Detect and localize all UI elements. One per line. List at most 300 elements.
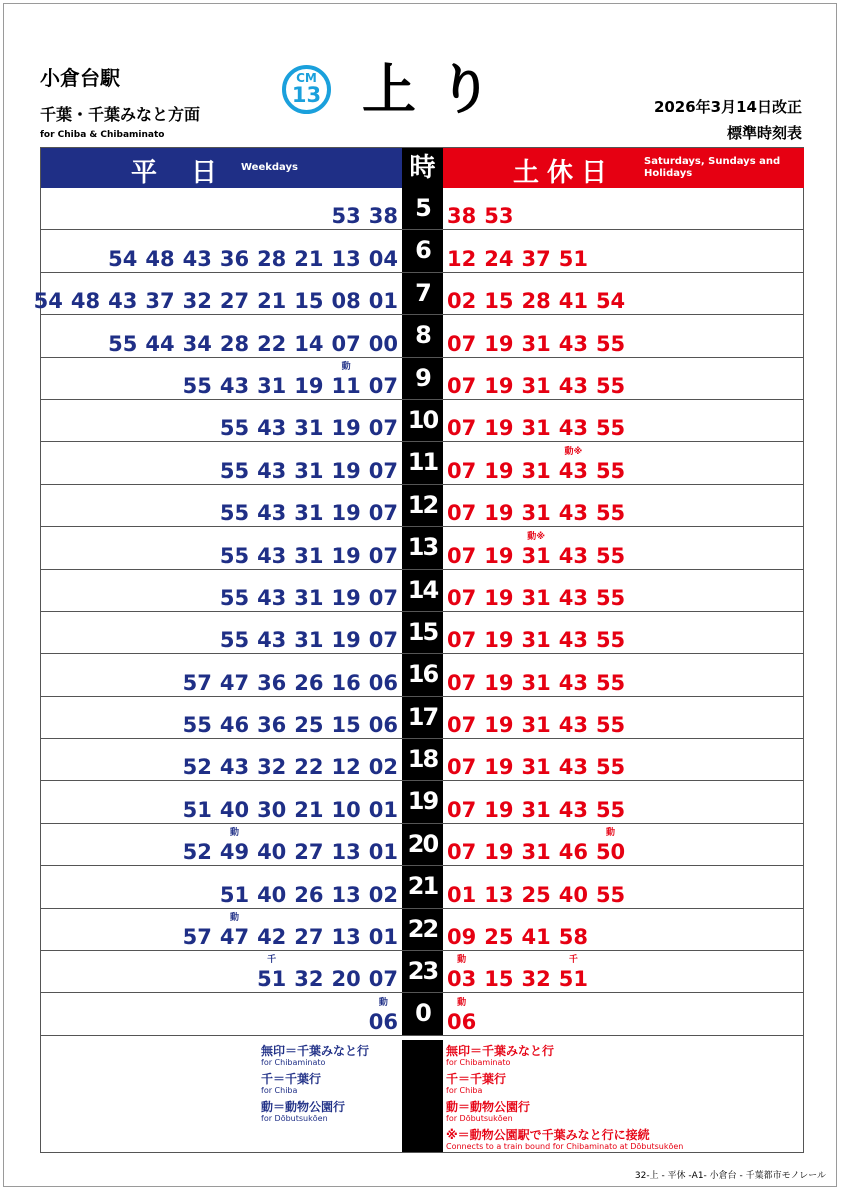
departure-minute: 55 [595,882,626,907]
departure-minute: 43 [558,501,588,526]
departure-minute: 19 [294,373,324,398]
departure-minute: 55 [595,543,626,568]
departure-minute: 19 [484,458,514,483]
departure-minute: 41 [521,925,551,950]
departure-minute: 55 [595,585,626,610]
departure-minute: 28 [219,331,250,356]
departure-minute: 07 [447,458,477,483]
departure-minute: 55 [595,501,626,526]
departure-minute: 52 [182,755,212,780]
departure-minute: 21 [294,246,324,271]
timetable-type: 標準時刻表 [726,124,802,142]
hour-cell: 7 [402,273,443,314]
hour-cell: 22 [402,909,443,950]
departure-minute: 38 [447,204,477,229]
holiday-minutes [447,531,626,568]
holiday-minutes [447,247,588,271]
weekday-minutes [220,459,398,483]
holiday-minutes [447,586,625,610]
holiday-legend [446,1044,683,1156]
departure-minute: 32 [521,967,551,992]
departure-minute: 31 [521,501,551,526]
departure-minute: 19 [484,713,514,738]
departure-minute: 36 [257,713,287,738]
holiday-header-jp: 土休日 [513,158,616,188]
departure-minute: 55 [595,416,626,441]
departure-minute: 43 [257,458,287,483]
departure-minute: 15 [484,289,514,314]
departure-minute: 43 動※ [558,446,588,483]
departure-minute: 43 [257,543,287,568]
departure-minute: 55 [595,670,626,695]
hour-cell: 13 [402,527,443,568]
hour-cell: 6 [402,230,443,271]
departure-minute: 43 [558,543,588,568]
timetable-row [41,315,803,357]
destination-mark: 動 [341,361,351,372]
departure-minute: 07 [447,501,477,526]
weekday-minutes [220,501,398,525]
direction-en: for Chiba & Chibaminato [40,130,165,140]
weekday-minutes [182,913,398,950]
departure-minute: 27 [294,840,324,865]
departure-minute: 55 [219,543,250,568]
weekday-legend-item: 動＝動物公園行 for Dōbutsukōen [261,1100,346,1123]
departure-minute: 19 [484,840,514,865]
holiday-minutes [447,798,625,822]
weekday-minutes [108,332,398,356]
departure-minute: 31 [521,840,551,865]
departure-minute: 31 動※ [521,531,551,568]
departure-minute: 13 [331,925,361,950]
departure-minute: 51 千 [257,955,287,992]
timetable-row [41,781,803,823]
departure-minute: 15 [294,289,324,314]
departure-minute: 06 [368,713,398,738]
departure-minute: 31 [294,585,324,610]
weekday-minutes [220,883,398,907]
departure-minute: 09 [447,925,477,950]
weekday-header-en: Weekdays [241,162,298,173]
departure-minute: 25 [294,713,324,738]
departure-minute: 43 [257,585,287,610]
departure-minute: 07 [447,670,477,695]
departure-minute: 43 [558,628,588,653]
departure-minute: 43 [257,416,287,441]
weekday-minutes [108,247,398,271]
departure-minute: 01 [368,925,398,950]
weekday-minutes [368,997,398,1034]
hour-cell: 15 [402,612,443,653]
hour-cell: 12 [402,485,443,526]
holiday-minutes [447,446,626,483]
station-number: 13 [291,83,322,107]
timetable-row [41,824,803,866]
departure-minute: 43 [558,585,588,610]
departure-minute: 55 [595,797,626,822]
departure-minute: 26 [294,882,324,907]
departure-minute: 03 動 [447,955,477,992]
timetable-row [41,230,803,272]
departure-minute: 19 [331,501,361,526]
departure-minute: 07 [447,585,477,610]
departure-minute: 53 [331,204,361,229]
departure-minute: 07 [368,585,398,610]
departure-minute: 07 [368,373,398,398]
departure-minute: 55 [595,331,626,356]
departure-minute: 21 [294,797,324,822]
departure-minute: 19 [484,585,514,610]
departure-minute: 55 [219,585,250,610]
departure-minute: 08 [331,289,361,314]
departure-minute: 40 [257,840,287,865]
weekday-legend-item: 千＝千葉行 for Chiba [261,1072,322,1095]
hour-cell: 9 [402,358,443,399]
departure-minute: 40 [219,797,250,822]
departure-minute: 43 [558,373,588,398]
hour-cell: 16 [402,654,443,695]
departure-minute: 19 [331,543,361,568]
destination-mark: 動 [606,828,616,839]
departure-minute: 27 [219,289,250,314]
destination-mark: 動※ [527,531,545,542]
hour-cell: 11 [402,442,443,483]
timetable-row [41,442,803,484]
hour-cell: 21 [402,866,443,907]
departure-minute: 32 [182,289,212,314]
departure-minute: 07 [331,331,361,356]
weekday-minutes [34,289,398,313]
departure-minute: 19 [484,797,514,822]
departure-minute: 43 [558,331,588,356]
departure-minute: 06 動 [368,997,398,1034]
station-number-badge [282,65,331,114]
legend-row [41,1040,803,1152]
departure-minute: 02 [368,882,398,907]
departure-minute: 43 [219,755,250,780]
holiday-minutes [447,416,625,440]
departure-minute: 07 [368,416,398,441]
departure-minute: 44 [145,331,175,356]
weekday-minutes [220,416,398,440]
departure-minute: 31 [521,458,551,483]
holiday-header [443,148,804,188]
departure-minute: 54 [108,246,138,271]
departure-minute: 07 [447,840,477,865]
departure-minute: 12 [447,246,477,271]
weekday-minutes [220,628,398,652]
departure-minute: 04 [368,246,398,271]
timetable-row [41,358,803,400]
departure-minute: 06 [368,670,398,695]
destination-mark: 千 [568,955,578,966]
departure-minute: 57 [182,925,212,950]
destination-mark: 動 [457,955,467,966]
holiday-minutes [447,883,625,907]
departure-minute: 07 [447,628,477,653]
departure-minute: 55 [219,416,250,441]
holiday-legend-item: ※＝動物公園駅で千葉みなと行に接続 Connects to a train bound for Chibaminato at Dōbutsukōen [446,1128,684,1151]
departure-minute: 51 [182,797,212,822]
departure-minute: 31 [521,585,551,610]
timetable-row [41,654,803,696]
departure-minute: 28 [521,289,551,314]
destination-mark: 動 [378,997,388,1008]
holiday-minutes [447,997,477,1034]
destination-mark: 千 [267,955,277,966]
departure-minute: 51 [219,882,250,907]
timetable-row [41,993,803,1035]
departure-minute: 25 [521,882,551,907]
departure-minute: 47 [219,670,250,695]
departure-minute: 48 [145,246,175,271]
departure-minute: 43 [257,628,287,653]
weekday-minutes [332,204,398,228]
departure-minute: 32 [294,967,324,992]
weekday-header [41,148,402,188]
departure-minute: 14 [294,331,324,356]
departure-minute: 07 [447,797,477,822]
destination-mark: 動 [229,913,239,924]
footer-code: 32-上 - 平休 -A1- 小倉台 - 千葉都市モノレール [634,1171,826,1181]
departure-minute: 01 [447,882,477,907]
hour-cell: 5 [402,188,443,229]
departure-minute: 46 [558,840,588,865]
holiday-minutes [447,332,625,356]
destination-mark: 動 [457,997,467,1008]
hour-cell: 23 [402,951,443,992]
holiday-legend-item: 無印＝千葉みなと行 for Chibaminato [446,1044,555,1067]
timetable [33,147,804,1153]
timetable-row [41,570,803,612]
departure-minute: 31 [521,670,551,695]
departure-minute: 31 [521,331,551,356]
departure-minute: 37 [521,246,551,271]
timetable-row [41,739,803,781]
hour-cell: 18 [402,739,443,780]
departure-minute: 53 [484,204,514,229]
hour-cell: 0 [402,993,443,1034]
departure-minute: 31 [294,501,324,526]
departure-minute: 42 [257,925,287,950]
timetable-rows [33,188,803,1036]
departure-minute: 13 [331,246,361,271]
departure-minute: 40 [558,882,588,907]
departure-minute: 31 [521,755,551,780]
weekday-minutes [182,828,398,865]
departure-minute: 36 [257,670,287,695]
departure-minute: 10 [331,797,361,822]
departure-minute: 47 動 [219,913,250,950]
departure-minute: 27 [294,925,324,950]
station-name: 小倉台駅 [40,66,120,90]
departure-minute: 19 [484,501,514,526]
departure-minute: 07 [368,543,398,568]
departure-minute: 19 [484,628,514,653]
timetable-row [41,866,803,908]
hour-cell: 10 [402,400,443,441]
departure-minute: 52 [182,840,212,865]
hour-cell: 20 [402,824,443,865]
departure-minute: 43 [108,289,138,314]
weekday-minutes [183,671,398,695]
departure-minute: 07 [368,628,398,653]
departure-minute: 22 [294,755,324,780]
departure-minute: 11 動 [331,361,361,398]
direction-jp: 千葉・千葉みなと方面 [40,105,201,124]
departure-minute: 21 [257,289,287,314]
weekday-minutes [220,544,398,568]
departure-minute: 57 [182,670,212,695]
departure-minute: 37 [145,289,175,314]
departure-minute: 19 [484,416,514,441]
legend-hour-spacer [402,1040,443,1152]
departure-minute: 51 千 [558,955,588,992]
departure-minute: 13 [484,882,514,907]
holiday-minutes [447,289,625,313]
departure-minute: 38 [368,204,398,229]
departure-minute: 50 動 [595,828,626,865]
departure-minute: 02 [447,289,477,314]
departure-minute: 31 [294,628,324,653]
departure-minute: 55 [219,458,250,483]
timetable-row [41,188,803,230]
holiday-minutes [447,204,513,228]
weekday-minutes [220,586,398,610]
hour-cell: 19 [402,781,443,822]
holiday-header-en: Saturdays, Sundays and Holidays [644,156,781,179]
departure-minute: 55 [595,458,626,483]
departure-minute: 48 [70,289,101,314]
departure-minute: 19 [331,628,361,653]
departure-minute: 01 [368,289,398,314]
timetable-row [41,527,803,569]
departure-minute: 07 [447,713,477,738]
revision-date: 2026年3月14日改正 [653,98,802,116]
departure-minute: 19 [331,585,361,610]
holiday-minutes [447,828,626,865]
departure-minute: 01 [368,840,398,865]
hour-cell: 14 [402,570,443,611]
timetable-row [41,612,803,654]
departure-minute: 41 [558,289,588,314]
line-code: CM [296,71,317,85]
departure-minute: 55 [595,373,626,398]
departure-minute: 31 [521,628,551,653]
departure-minute: 55 [595,628,626,653]
departure-minute: 49 動 [219,828,250,865]
departure-minute: 07 [368,501,398,526]
departure-minute: 19 [484,373,514,398]
hour-header: 時 [402,148,443,188]
departure-minute: 55 [595,755,626,780]
departure-minute: 31 [294,416,324,441]
departure-minute: 55 [595,713,626,738]
departure-minute: 19 [484,670,514,695]
departure-minute: 40 [257,882,287,907]
departure-minute: 55 [108,331,138,356]
departure-minute: 22 [257,331,287,356]
departure-minute: 19 [484,331,514,356]
direction-title: 上り [362,58,514,121]
departure-minute: 07 [368,967,398,992]
departure-minute: 02 [368,755,398,780]
departure-minute: 55 [219,501,250,526]
departure-minute: 43 [558,755,588,780]
departure-minute: 51 [558,246,588,271]
departure-minute: 31 [294,458,324,483]
weekday-minutes [257,955,398,992]
departure-minute: 28 [257,246,287,271]
departure-minute: 15 [484,967,514,992]
departure-minute: 43 [558,797,588,822]
departure-minute: 43 [558,670,588,695]
departure-minute: 26 [294,670,324,695]
departure-minute: 07 [447,331,477,356]
departure-minute: 19 [484,543,514,568]
holiday-minutes [447,374,625,398]
weekday-legend-item: 無印＝千葉みなと行 for Chibaminato [261,1044,370,1067]
departure-minute: 43 [558,416,588,441]
departure-minute: 07 [447,373,477,398]
departure-minute: 25 [484,925,514,950]
departure-minute: 01 [368,797,398,822]
weekday-legend [261,1044,369,1128]
departure-minute: 20 [331,967,361,992]
departure-minute: 12 [331,755,361,780]
departure-minute: 13 [331,840,361,865]
weekday-header-jp: 平日 [131,158,252,188]
holiday-minutes [447,755,625,779]
departure-minute: 19 [331,416,361,441]
departure-minute: 06 動 [447,997,477,1034]
timetable-row [41,400,803,442]
departure-minute: 07 [447,416,477,441]
departure-minute: 00 [368,331,398,356]
hour-cell: 8 [402,315,443,356]
departure-minute: 07 [447,755,477,780]
departure-minute: 54 [33,289,63,314]
departure-minute: 31 [521,416,551,441]
departure-minute: 43 [219,373,250,398]
destination-mark: 動 [229,828,239,839]
holiday-legend-item: 千＝千葉行 for Chiba [446,1072,507,1095]
holiday-minutes [447,628,625,652]
departure-minute: 58 [558,925,588,950]
departure-minute: 31 [521,713,551,738]
holiday-minutes [447,925,588,949]
departure-minute: 32 [257,755,287,780]
holiday-minutes [447,955,588,992]
holiday-minutes [447,501,625,525]
departure-minute: 15 [331,713,361,738]
timetable-row [33,273,803,315]
departure-minute: 43 [257,501,287,526]
weekday-minutes [183,713,398,737]
timetable-row [41,485,803,527]
departure-minute: 16 [331,670,361,695]
departure-minute: 55 [219,628,250,653]
timetable-row [41,909,803,951]
hour-cell: 17 [402,697,443,738]
holiday-minutes [447,713,625,737]
holiday-minutes [447,671,625,695]
departure-minute: 07 [368,458,398,483]
weekday-minutes [183,755,398,779]
departure-minute: 31 [521,797,551,822]
departure-minute: 13 [331,882,361,907]
timetable-row [41,951,803,993]
